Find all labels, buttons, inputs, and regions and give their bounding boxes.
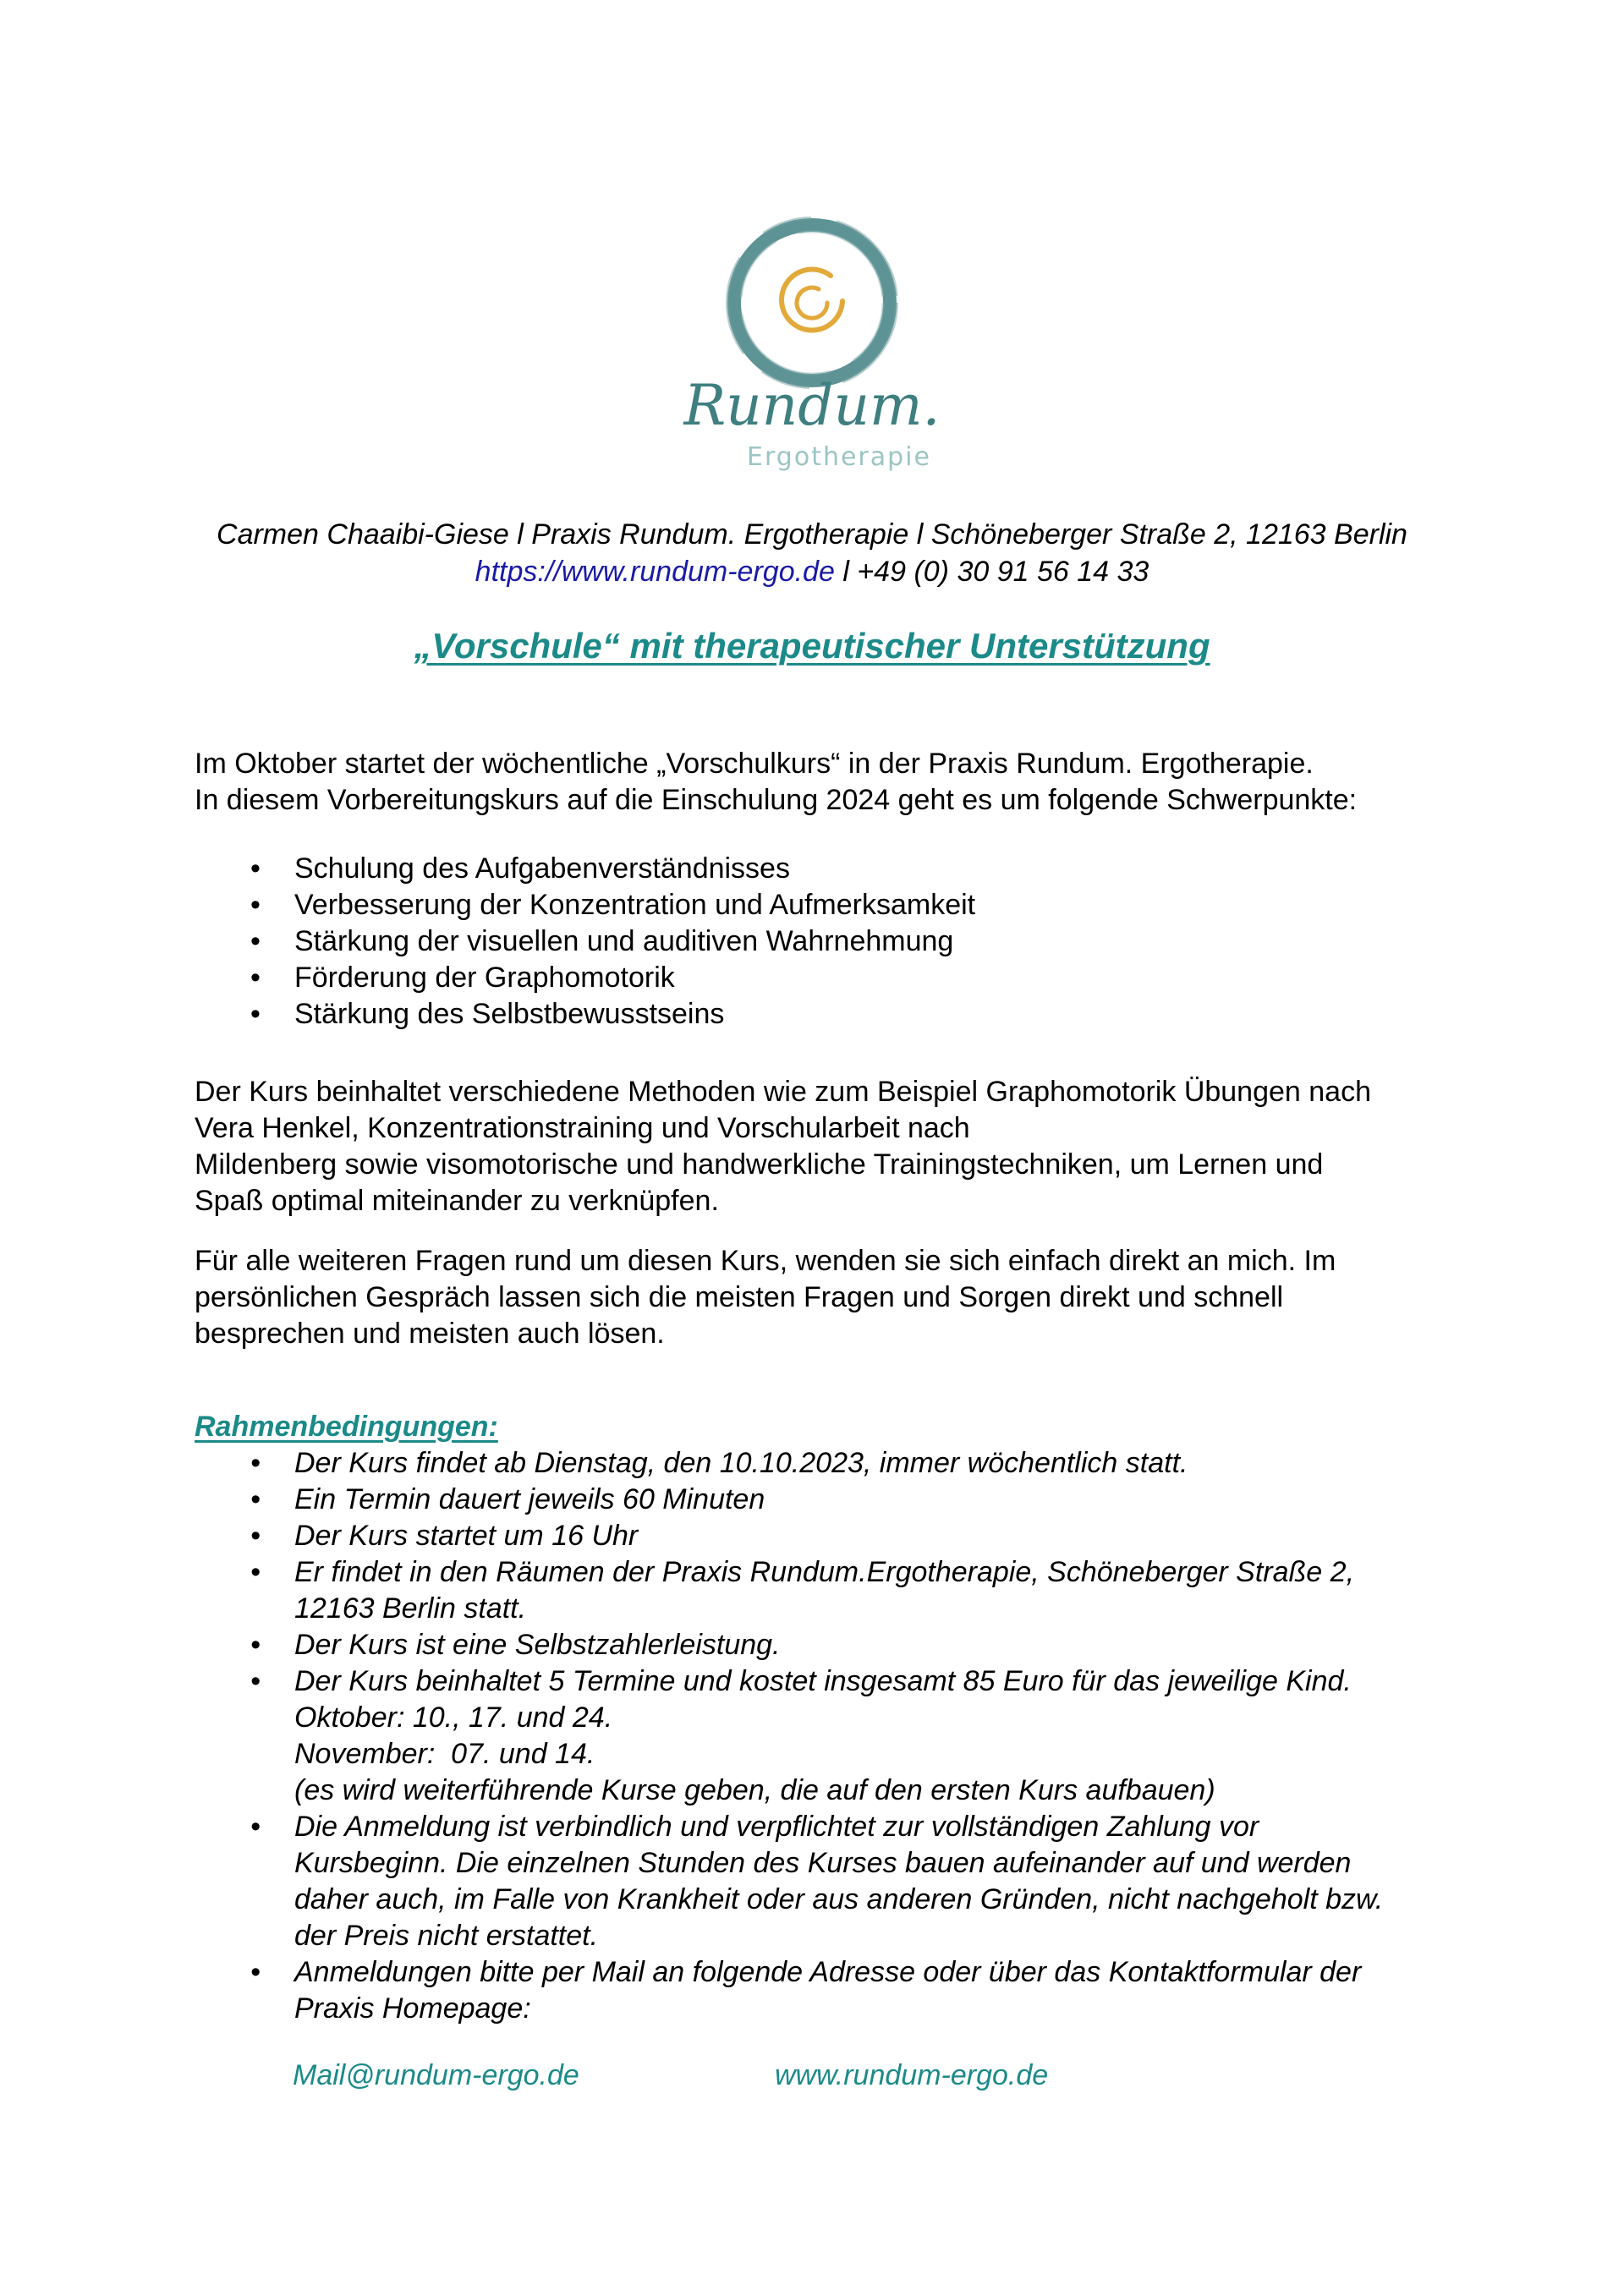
intro-paragraph — [195, 746, 1446, 819]
intro-line: In diesem Vorbereitungskurs auf die Einschulung 2024 geht es um folgende Schwerpunkte: — [195, 784, 1358, 816]
list-item — [195, 1554, 1463, 1627]
condition-text: • Die Anmeldung ist verbindlich und verpflichtet zur vollständigen Zahlung vor — [294, 1811, 1259, 1843]
condition-text: Praxis Homepage: — [294, 1992, 531, 2025]
methods-line: Mildenberg sowie visomotorische und handwerkliche Trainingstechniken, um Lernen und — [195, 1148, 1324, 1181]
logo-subtitle: Ergotherapie — [747, 442, 931, 472]
logo-wordmark: Rundum. — [683, 373, 941, 438]
list-item — [195, 1445, 1463, 1482]
page-title: „Vorschule“ mit therapeutischer Unterstützung — [414, 626, 1210, 666]
rundum-logo — [643, 203, 981, 482]
condition-text: Ein Termin dauert jeweils 60 Minuten — [294, 1483, 765, 1515]
condition-text: • Der Kurs beinhaltet 5 Termine und kostet insgesamt 85 Euro für das jeweilige Kind. — [294, 1665, 1352, 1697]
list-item: • Stärkung der visuellen und auditiven Wahrnehmung — [195, 923, 1463, 960]
list-item — [195, 1809, 1463, 1954]
condition-text: daher auch, im Falle von Krankheit oder aus anderen Gründen, nicht nachgeholt bzw. — [294, 1883, 1384, 1915]
questions-line: besprechen und meisten auch lösen. — [195, 1318, 665, 1350]
condition-text: Der Kurs ist eine Selbstzahlerleistung. — [294, 1629, 781, 1661]
focus-list — [195, 851, 1463, 1033]
list-item: • Verbesserung der Konzentration und Aufmerksamkeit — [195, 887, 1463, 923]
contact-mail-link[interactable]: Mail@rundum-ergo.de — [293, 2059, 579, 2091]
methods-paragraph — [195, 1074, 1446, 1219]
header-contact-line — [0, 553, 1624, 590]
methods-line: Vera Henkel, Konzentrationstraining und Vorschularbeit nach — [195, 1112, 970, 1144]
condition-text: Der Kurs findet ab Dienstag, den 10.10.2023, immer wöchentlich statt. — [294, 1447, 1188, 1479]
condition-dates-november: November: 07. und 14. — [294, 1738, 595, 1770]
list-item — [195, 1518, 1463, 1554]
condition-text: Der Kurs startet um 16 Uhr — [294, 1520, 639, 1552]
methods-line: Spaß optimal miteinander zu verknüpfen. — [195, 1185, 719, 1217]
condition-text: 12163 Berlin statt. — [294, 1592, 527, 1625]
conditions-heading: Rahmenbedingungen: — [195, 1411, 498, 1443]
list-item: • Stärkung des Selbstbewusstseins — [195, 996, 1463, 1033]
methods-line: Der Kurs beinhaltet verschiedene Methoden wie zum Beispiel Graphomotorik Übungen nach — [195, 1076, 1371, 1108]
list-item — [195, 1482, 1463, 1518]
questions-line: persönlichen Gespräch lassen sich die meisten Fragen und Sorgen direkt und schnell — [195, 1281, 1284, 1313]
header-phone: l +49 (0) 30 91 56 14 33 — [834, 556, 1149, 588]
logo-graphic — [643, 203, 981, 482]
questions-line: Für alle weiteren Fragen rund um diesen Kurs, wenden sie sich einfach direkt an mich. Im — [195, 1245, 1336, 1277]
condition-note: (es wird weiterführende Kurse geben, die auf den ersten Kurs aufbauen) — [294, 1774, 1215, 1806]
list-item — [195, 1627, 1463, 1663]
conditions-list — [195, 1445, 1463, 2027]
header-address: Carmen Chaaibi-Giese l Praxis Rundum. Ergotherapie l Schöneberger Straße 2, 12163 Berlin — [217, 518, 1407, 551]
list-item: • Schulung des Aufgabenverständnisses — [195, 851, 1463, 887]
condition-dates-october: Oktober: 10., 17. und 24. — [294, 1701, 613, 1734]
intro-line: Im Oktober startet der wöchentliche „Vorschulkurs“ in der Praxis Rundum. Ergotherapie. — [195, 748, 1314, 780]
condition-text: • Er findet in den Räumen der Praxis Rundum.Ergotherapie, Schöneberger Straße 2, — [294, 1556, 1355, 1588]
website-link[interactable]: https://www.rundum-ergo.de — [475, 556, 835, 588]
list-item — [195, 1663, 1463, 1809]
condition-text: der Preis nicht erstattet. — [294, 1920, 599, 1952]
contact-website-link[interactable]: www.rundum-ergo.de — [775, 2059, 1049, 2091]
questions-paragraph — [195, 1243, 1446, 1352]
condition-text: Kursbeginn. Die einzelnen Stunden des Kurses bauen aufeinander auf und werden — [294, 1847, 1352, 1879]
condition-text: • Anmeldungen bitte per Mail an folgende Adresse oder über das Kontaktformular der — [294, 1956, 1362, 1988]
list-item: • Förderung der Graphomotorik — [195, 960, 1463, 996]
list-item — [195, 1954, 1463, 2027]
